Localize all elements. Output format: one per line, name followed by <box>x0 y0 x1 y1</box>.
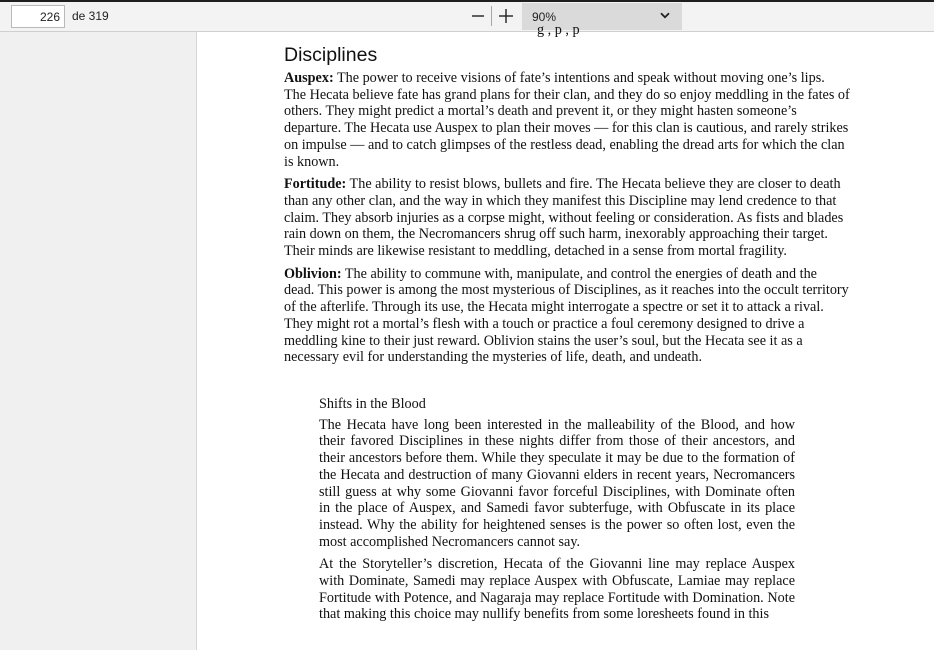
pdf-page <box>196 22 934 650</box>
discipline-name: Fortitude: <box>284 176 347 193</box>
chevron-down-icon <box>660 12 670 19</box>
discipline-paragraph-auspex <box>284 70 850 170</box>
page-total-label: de 319 <box>72 9 109 23</box>
zoom-in-button[interactable] <box>495 5 517 27</box>
discipline-name: Oblivion: <box>284 265 342 282</box>
sidebar-paragraph: At the Storyteller’s discretion, Hecata of the Giovanni line may replace Auspex with Dominate, Samedi may replace Auspex with Obfuscate, Lamiae may replace Fortitude with Potence, and Nagaraja may replace Fortitude with Domination. Note that making this choice may nullify benefits from some loresheets found in this <box>319 556 795 623</box>
sidebar-shifts-in-the-blood <box>319 396 795 623</box>
section-heading: Disciplines <box>284 44 378 66</box>
page-number-input[interactable] <box>11 5 65 28</box>
sidebar-title: Shifts in the Blood <box>319 396 426 412</box>
discipline-paragraph-oblivion <box>284 266 850 366</box>
plus-icon <box>498 8 514 24</box>
minus-icon <box>471 9 485 23</box>
pdf-toolbar <box>0 0 934 32</box>
zoom-out-button[interactable] <box>467 5 489 27</box>
sidebar-paragraph: The Hecata have long been interested in the malleability of the Blood, and how their favored Disciplines in these nights differ from those of their ancestors, and their ancestors before them. While they speculate it may be due to the formation of the Hecata and destruction of many Giovanni elders in recent years, Necromancers still guess at why some Giovanni favor forceful Disciplines, with Dominate often in the place of Auspex, and Samedi favor subterfuge, with Obfuscate in its place instead. Why the ability for heightened senses is the power so often lost, even the most accomplished Necromancers cannot say. <box>319 416 795 550</box>
discipline-text: The power to receive visions of fate’s intentions and speak without moving one’s lips. The Hecata believe fate has grand plans for their clan, and they do so enjoy meddling in the fates of others. They might predict a mortal’s death and prevent it, or they might hasten someone’s departure. The Hecata use Auspex to plan their moves — for this clan is cautious, and rarely strikes on impulse — and to catch glimpses of the restless dead, enabling the dread arts for which the clan is known. <box>284 70 850 170</box>
zoom-separator <box>491 6 492 26</box>
discipline-name: Auspex: <box>284 70 334 86</box>
discipline-text: The ability to resist blows, bullets and fire. The Hecata believe they are closer to death than any other clan, and the way in which they manifest this Discipline may lend credence to that claim. They absorb injuries as a corpse might, without feeling or consideration. As fists and blades rain down on them, the Necromancers shrug off such harm, inexorably approaching their target. Their minds are likewise resistant to meddling, detached in a sense from mortal fragility. <box>284 176 844 260</box>
discipline-text: The ability to commune with, manipulate, and control the energies of death and the dead. This power is among the most mysterious of Disciplines, as it reaches into the occult territory of the afterlife. Through its use, the Hecata might interrogate a spectre or set it to attack a rival. They might rot a mortal’s flesh with a touch or practice a foul ceremony designed to drive a meddling kine to their just reward. Oblivion stains the user’s soul, but the Hecata see it as a necessary evil for understanding the mysteries of life, death, and undeath. <box>284 265 849 366</box>
disciplines-body <box>284 70 850 366</box>
clipped-previous-line: g , p , p <box>537 22 580 38</box>
zoom-level-value: 90% <box>532 10 557 24</box>
window-top-border <box>0 0 934 2</box>
discipline-paragraph-fortitude <box>284 176 850 260</box>
